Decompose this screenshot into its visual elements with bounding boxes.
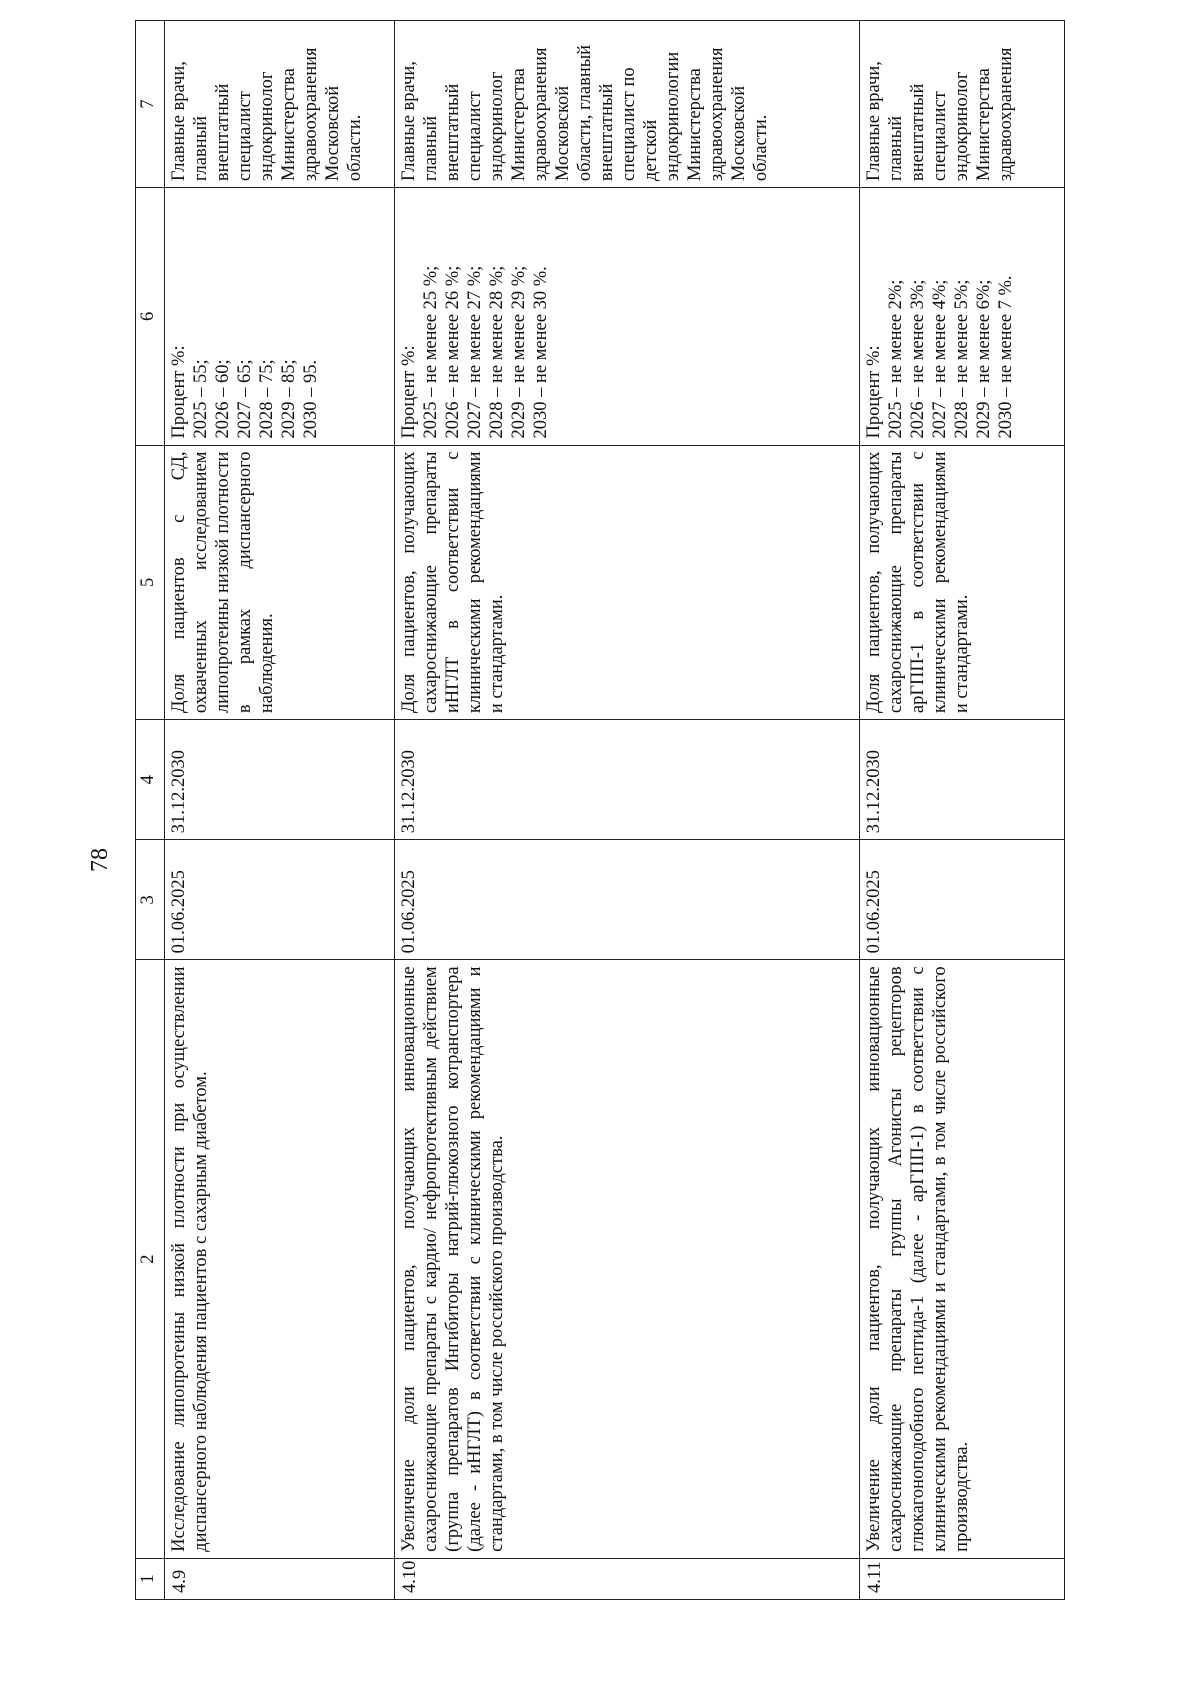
target-line: 2026 – 60;: [213, 359, 233, 439]
start-date: 01.06.2025: [860, 840, 1065, 960]
target-line: 2029 – 85;: [279, 359, 299, 439]
start-date: 01.06.2025: [395, 840, 860, 960]
target-line: 2028 – не менее 28 %;: [487, 265, 507, 439]
target-line: 2028 – 75;: [257, 359, 277, 439]
event-description: Исследование липопротеины низкой плотности при осуществлении диспансерного наблюдения пациентов с сахарным диабетом.: [165, 960, 395, 1558]
event-description: Увеличение доли пациентов, получающих инновационные сахароснижающие препараты с кардио/ нефропротективным действием (группа препаратов Ингибиторы натрий-глюкозного котранспортера (далее - иНГЛТ) в соответствии с клиническими рекомендациями и стандартами, в том числе российского производства.: [395, 960, 860, 1558]
indicator: Доля пациентов с СД, охваченных исследованием липопротеины низкой плотности в рамках диспансерного наблюдения.: [165, 445, 395, 720]
indicator: Доля пациентов, получающих сахароснижающие препараты иНГЛТ в соответствии с клиническими рекомендациями и стандартами.: [395, 445, 860, 720]
target-line: 2025 – не менее 25 %;: [421, 265, 441, 439]
target-line: 2025 – 55;: [191, 359, 211, 439]
target-line: Процент %:: [399, 345, 419, 439]
target-values: [395, 188, 860, 445]
target-line: 2030 – не менее 30 %.: [531, 266, 551, 439]
target-line: 2029 – не менее 6%;: [974, 279, 994, 439]
target-line: 2027 – не менее 4%;: [930, 279, 950, 439]
column-header: 6: [136, 188, 165, 445]
column-header: 4: [136, 720, 165, 840]
target-line: 2029 – не менее 29 %;: [509, 265, 529, 439]
column-header: 1: [136, 1558, 165, 1599]
target-line: Процент %:: [169, 345, 189, 439]
column-header: 2: [136, 960, 165, 1558]
responsible: Главные врачи, главный внештатный специалист эндокринолог Министерства здравоохранения Московской области, главный внештатный специалист по детской эндокринологии Министерства здравоохранения Московской области.: [395, 21, 860, 188]
table-row: [860, 21, 1065, 1600]
target-values: [860, 188, 1065, 445]
column-header: 3: [136, 840, 165, 960]
table-row: [165, 21, 395, 1600]
target-line: 2026 – не менее 26 %;: [443, 265, 463, 439]
target-line: 2028 – не менее 5%;: [952, 279, 972, 439]
row-number: 4.9: [165, 1558, 395, 1599]
target-line: 2030 – не менее 7 %.: [996, 275, 1016, 439]
target-line: 2025 – не менее 2%;: [886, 279, 906, 439]
target-line: 2030 – 95.: [301, 359, 321, 439]
target-line: 2027 – не менее 27 %;: [465, 265, 485, 439]
column-header: 5: [136, 445, 165, 720]
start-date: 01.06.2025: [165, 840, 395, 960]
header-row: [136, 21, 165, 1600]
event-description: Увеличение доли пациентов, получающих инновационные сахароснижающие препараты группы Агонисты рецепторов глюкагоноподобного пептида-1 (далее - арГПП-1) в соответствии с клиническими рекомендациями и стандартами, в том числе российского производства.: [860, 960, 1065, 1558]
target-values: [165, 188, 395, 445]
table-row: [395, 21, 860, 1600]
indicator: Доля пациентов, получающих сахароснижающие препараты арГПП-1 в соответствии с клиническими рекомендациями и стандартами.: [860, 445, 1065, 720]
row-number: 4.10: [395, 1558, 860, 1599]
responsible: Главные врачи, главный внештатный специалист эндокринолог Министерства здравоохранения Московской области.: [165, 21, 395, 188]
row-number: 4.11: [860, 1558, 1065, 1599]
end-date: 31.12.2030: [860, 720, 1065, 840]
target-line: 2026 – не менее 3%;: [908, 279, 928, 439]
end-date: 31.12.2030: [165, 720, 395, 840]
page-number: 78: [87, 848, 113, 872]
target-line: 2027 – 65;: [235, 359, 255, 439]
target-line: Процент %:: [864, 345, 884, 439]
end-date: 31.12.2030: [395, 720, 860, 840]
plan-table: [135, 20, 1065, 1600]
responsible: Главные врачи, главный внештатный специалист эндокринолог Министерства здравоохранения: [860, 21, 1065, 188]
column-header: 7: [136, 21, 165, 188]
rotated-table-container: [135, 20, 1155, 1600]
